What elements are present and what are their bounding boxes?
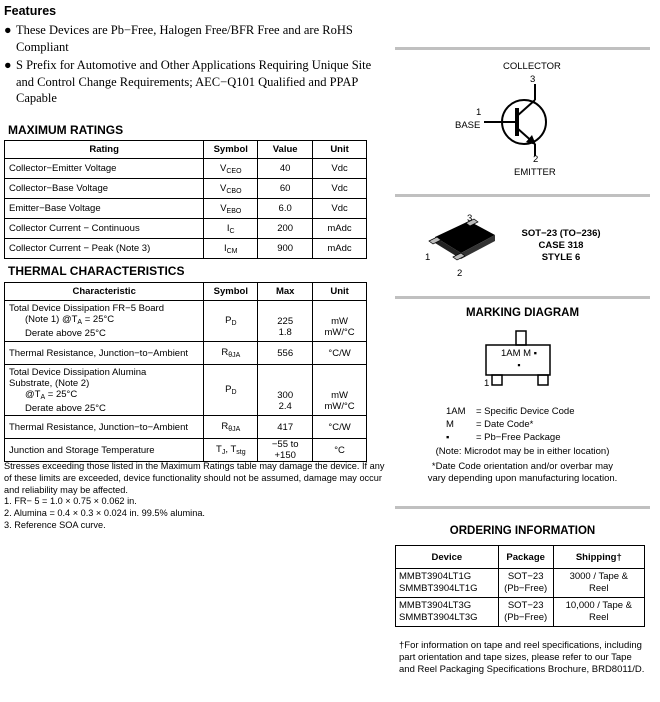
features-heading: Features [4, 4, 57, 18]
rating-cell: Collector−Emitter Voltage [5, 159, 204, 179]
microdot-icon: ▪ [517, 360, 521, 370]
feature-item: ● S Prefix for Automotive and Other Applications Requiring Unique Site and Control Change Requirements; AEC−Q101 Qualified and PPAP Capable [4, 58, 372, 105]
bullet-icon: ● [4, 58, 12, 72]
ordering-heading: ORDERING INFORMATION [449, 525, 596, 537]
package-pin-2: 2 [457, 268, 463, 279]
max-cell: 300 2.4 [258, 365, 313, 416]
table-row [5, 439, 367, 462]
package-pin-3: 3 [467, 213, 473, 224]
table-header-row [5, 141, 367, 159]
col-rating: Rating [5, 141, 204, 159]
col-unit: Unit [313, 141, 367, 159]
col-symbol: Symbol [204, 283, 258, 301]
marking-pin-1: 1 [484, 378, 490, 389]
features-list [4, 22, 384, 109]
shipping-cell: 10,000 / Tape & Reel [553, 598, 644, 627]
microdot-note: (Note: Microdot may be in either location) [435, 446, 610, 457]
unit-cell: mAdc [313, 219, 367, 239]
value-cell: 6.0 [258, 199, 313, 219]
table-row [5, 416, 367, 439]
marking-code: 1AM M ▪ [500, 348, 538, 359]
shipping-cell: 3000 / Tape & Reel [553, 569, 644, 598]
divider [395, 506, 650, 509]
unit-cell: mW mW/°C [313, 365, 367, 416]
col-unit: Unit [313, 283, 367, 301]
symbol-cell: $I_{CM}$ [204, 239, 258, 259]
package-cell: SOT−23 (Pb−Free) [498, 598, 553, 627]
max-cell: 417 [258, 416, 313, 439]
table-header-row [396, 546, 645, 569]
col-symbol: Symbol [204, 141, 258, 159]
value-cell: 900 [258, 239, 313, 259]
max-ratings-table [4, 140, 367, 259]
value-cell: 200 [258, 219, 313, 239]
base-label: BASE [455, 120, 481, 131]
unit-cell: mAdc [313, 239, 367, 259]
thermal-heading: THERMAL CHARACTERISTICS [8, 264, 185, 278]
rating-cell: Collector Current − Peak (Note 3) [5, 239, 204, 259]
col-shipping: Shipping† [553, 546, 644, 569]
value-cell: 40 [258, 159, 313, 179]
symbol-cell: $T_J$, $T_{stg}$ [204, 439, 258, 462]
table-row [396, 598, 645, 627]
max-cell: 556 [258, 342, 313, 365]
device-cell: MMBT3904LT3G SMMBT3904LT3G [396, 598, 499, 627]
legend-item: 1AM = Specific Device Code [446, 406, 575, 417]
divider [395, 47, 650, 50]
max-cell: 225 1.8 [258, 301, 313, 342]
table-row [5, 199, 367, 219]
note-1: 1. FR− 5 = 1.0 × 0.75 × 0.062 in. [4, 496, 137, 507]
unit-cell: °C/W [313, 342, 367, 365]
ordering-footnote: †For information on tape and reel specifications, including part orientation and tape sizes, please refer to our Tape and Reel Packaging Specifications Brochure, BRD8011/D. [399, 640, 645, 675]
table-row [5, 219, 367, 239]
col-characteristic: Characteristic [5, 283, 204, 301]
collector-pin-number: 3 [530, 74, 536, 85]
legend-item: ▪ = Pb−Free Package [446, 432, 561, 443]
max-ratings-heading: MAXIMUM RATINGS [8, 123, 124, 137]
unit-cell: °C [313, 439, 367, 462]
table-row [396, 569, 645, 598]
rating-cell: Collector Current − Continuous [5, 219, 204, 239]
col-package: Package [498, 546, 553, 569]
table-row [5, 342, 367, 365]
legend-item: M = Date Code* [446, 419, 534, 430]
package-info: SOT−23 (TO−236) CASE 318 STYLE 6 [521, 228, 601, 263]
unit-cell: Vdc [313, 179, 367, 199]
max-cell: −55 to +150 [258, 439, 313, 462]
value-cell: 60 [258, 179, 313, 199]
table-row [5, 179, 367, 199]
symbol-cell: $R_{\theta JA}$ [204, 416, 258, 439]
date-code-note: *Date Code orientation and/or overbar may vary depending upon manufacturing location. [427, 461, 618, 484]
symbol-cell: $V_{EBO}$ [204, 199, 258, 219]
feature-item: ● These Devices are Pb−Free, Halogen Free/BFR Free and are RoHS Compliant [4, 23, 353, 54]
unit-cell: °C/W [313, 416, 367, 439]
symbol-cell: $R_{\theta JA}$ [204, 342, 258, 365]
symbol-cell: $P_D$ [204, 301, 258, 342]
col-device: Device [396, 546, 499, 569]
marking-heading: MARKING DIAGRAM [465, 307, 580, 319]
device-cell: MMBT3904LT1G SMMBT3904LT1G [396, 569, 499, 598]
characteristic-cell: Total Device Dissipation Alumina Substrate, (Note 2) $@T_A = 25^\circ C$ Derate above 25°C [5, 365, 204, 416]
unit-cell: Vdc [313, 199, 367, 219]
stress-note: Stresses exceeding those listed in the Maximum Ratings table may damage the device. If any of these limits are exceeded, device functionality should not be assumed, damage may occur and reliability may be affected. [4, 461, 385, 495]
divider [395, 194, 650, 197]
table-row [5, 365, 367, 416]
notes [4, 461, 388, 532]
ordering-table [395, 545, 645, 627]
symbol-cell: $P_D$ [204, 365, 258, 416]
unit-cell: mW mW/°C [313, 301, 367, 342]
characteristic-cell: Total Device Dissipation FR−5 Board (Note 1) $@T_A = 25^\circ C$ Derate above 25°C [5, 301, 204, 342]
note-3: 3. Reference SOA curve. [4, 519, 106, 530]
characteristic-cell: Junction and Storage Temperature [5, 439, 204, 462]
rating-cell: Collector−Base Voltage [5, 179, 204, 199]
symbol-cell: $V_{CEO}$ [204, 159, 258, 179]
characteristic-cell: Thermal Resistance, Junction−to−Ambient [5, 342, 204, 365]
symbol-cell: $I_C$ [204, 219, 258, 239]
package-cell: SOT−23 (Pb−Free) [498, 569, 553, 598]
bullet-icon: ● [4, 23, 12, 37]
base-pin-number: 1 [476, 107, 482, 118]
sot23-package-icon [423, 213, 503, 271]
table-row [5, 301, 367, 342]
table-header-row [5, 283, 367, 301]
npn-transistor-symbol-icon [480, 84, 560, 156]
characteristic-cell: Thermal Resistance, Junction−to−Ambient [5, 416, 204, 439]
col-value: Value [258, 141, 313, 159]
rating-cell: Emitter−Base Voltage [5, 199, 204, 219]
divider [395, 296, 650, 299]
table-row [5, 239, 367, 259]
symbol-cell: $V_{CBO}$ [204, 179, 258, 199]
thermal-table [4, 282, 367, 462]
collector-label: COLLECTOR [503, 61, 561, 72]
table-row [5, 159, 367, 179]
unit-cell: Vdc [313, 159, 367, 179]
package-pin-1: 1 [425, 252, 431, 263]
emitter-label: EMITTER [514, 167, 556, 178]
emitter-pin-number: 2 [533, 154, 539, 165]
note-2: 2. Alumina = 0.4 × 0.3 × 0.024 in. 99.5% alumina. [4, 508, 205, 519]
col-max: Max [258, 283, 313, 301]
